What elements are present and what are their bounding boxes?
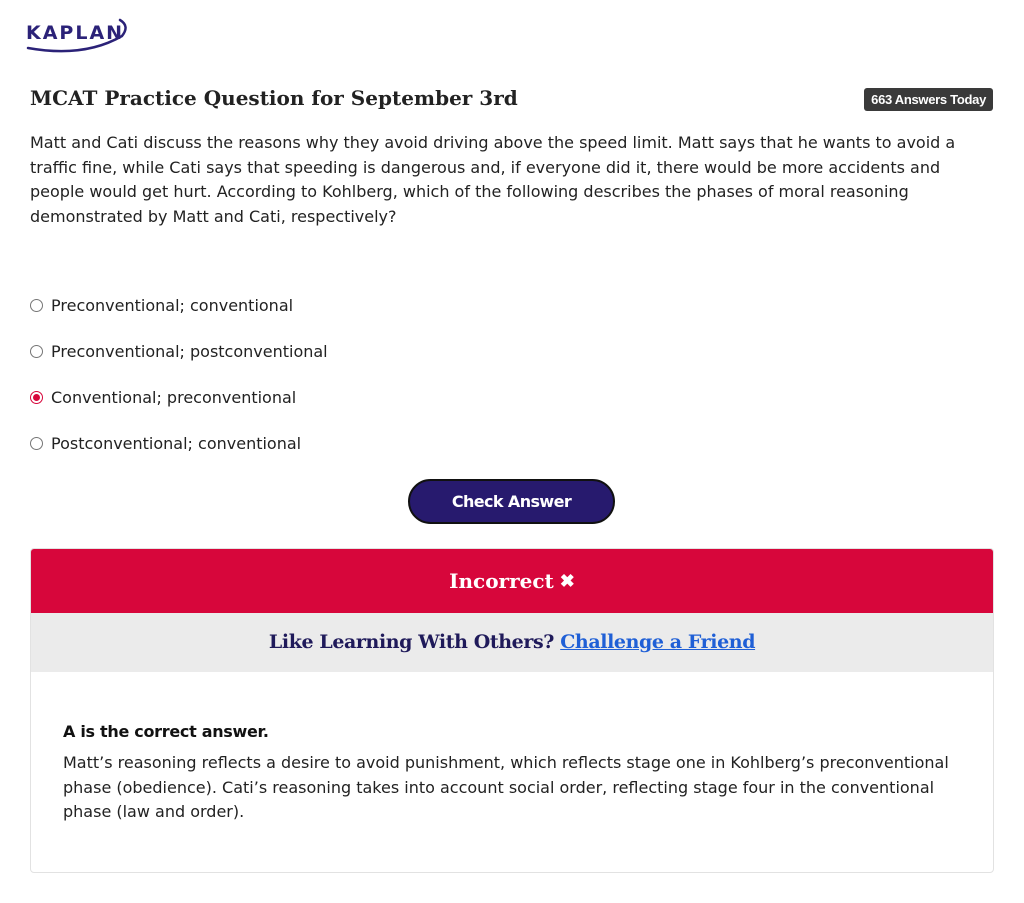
- result-banner: [31, 549, 993, 613]
- radio-button[interactable]: [30, 437, 43, 450]
- answer-option-b[interactable]: [30, 339, 328, 363]
- radio-button[interactable]: [30, 345, 43, 358]
- challenge-bar: [31, 613, 993, 672]
- logo-text: KAPLAN: [26, 22, 125, 44]
- check-answer-button[interactable]: Check Answer: [408, 479, 615, 524]
- radio-button-selected[interactable]: [30, 391, 43, 404]
- answer-option-label: Preconventional; postconventional: [51, 341, 328, 361]
- kaplan-logo[interactable]: [24, 14, 130, 54]
- result-panel: [30, 548, 994, 873]
- answer-options: [30, 293, 328, 477]
- result-status: Incorrect: [449, 569, 554, 593]
- challenge-prompt: Like Learning With Others?: [268, 631, 554, 653]
- answer-option-label: Conventional; preconventional: [51, 387, 297, 407]
- close-icon: ✖: [559, 571, 575, 592]
- answer-option-a[interactable]: [30, 293, 328, 317]
- challenge-friend-link[interactable]: Challenge a Friend: [560, 631, 756, 653]
- explanation-section: [31, 672, 993, 825]
- radio-button[interactable]: [30, 299, 43, 312]
- correct-answer-line: A is the correct answer.: [63, 722, 269, 741]
- answer-option-c[interactable]: [30, 385, 328, 409]
- answer-option-d[interactable]: [30, 431, 328, 455]
- question-text: Matt and Cati discuss the reasons why they avoid driving above the speed limit. Matt says that he wants to avoid a traffic fine, while Cati says that speeding is dangerous and, if everyone did it, there would be more accidents and people would get hurt. According to Kohlberg, which of the following describes the phases of moral reasoning demonstrated by Matt and Cati, respectively?: [30, 133, 956, 226]
- question-title: MCAT Practice Question for September 3rd: [30, 86, 518, 110]
- explanation-text: Matt’s reasoning reflects a desire to avoid punishment, which reflects stage one in Kohlberg’s preconventional phase (obedience). Cati’s reasoning takes into account social order, reflecting stage four in the conventional phase (law and order).: [63, 753, 949, 821]
- answers-today-badge: 663 Answers Today: [864, 88, 993, 111]
- answer-option-label: Postconventional; conventional: [51, 433, 302, 453]
- answer-option-label: Preconventional; conventional: [51, 295, 294, 315]
